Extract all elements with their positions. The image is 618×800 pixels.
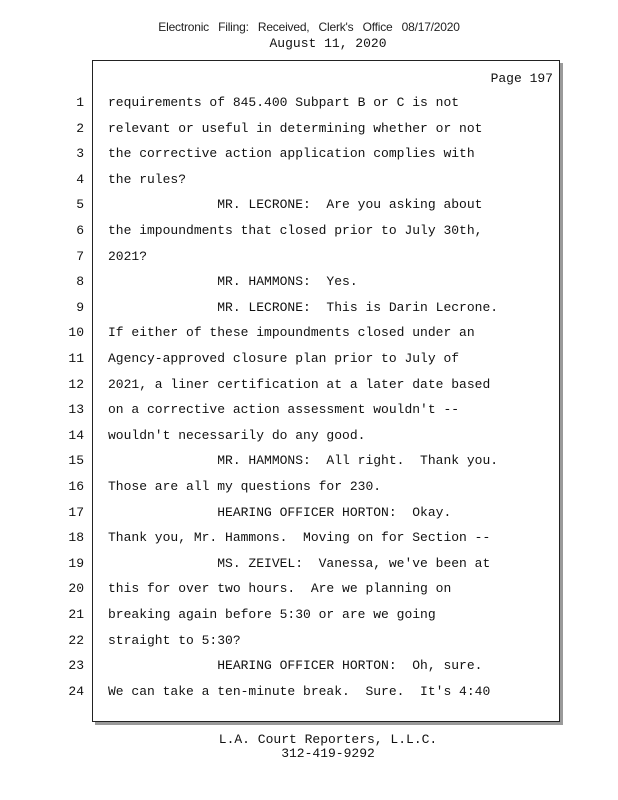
- transcript-line: If either of these impoundments closed under an: [108, 325, 475, 340]
- line-number: 21: [68, 607, 84, 622]
- transcript-line: the rules?: [108, 172, 187, 187]
- transcript-line: Those are all my questions for 230.: [108, 479, 382, 494]
- line-number: 9: [76, 300, 84, 315]
- transcript-line: breaking again before 5:30 or are we going: [108, 607, 436, 622]
- reporter-company: L.A. Court Reporters, L.L.C.: [218, 732, 438, 747]
- filing-stamp: Electronic Filing: Received, Clerk's Office 08/17/2020: [158, 20, 460, 34]
- transcript-date: August 11, 2020: [269, 36, 387, 51]
- transcript-line: the corrective action application complies with: [108, 146, 475, 161]
- reporter-phone: 312-419-9292: [281, 746, 375, 761]
- transcript-line: We can take a ten-minute break. Sure. It's 4:40: [108, 684, 491, 699]
- transcript-line: HEARING OFFICER HORTON: Oh, sure.: [108, 658, 483, 673]
- line-number: 8: [76, 274, 84, 289]
- transcript-line: MR. LECRONE: This is Darin Lecrone.: [108, 300, 499, 315]
- line-number: 24: [68, 684, 84, 699]
- transcript-line: MS. ZEIVEL: Vanessa, we've been at: [108, 556, 491, 571]
- line-number: 22: [68, 633, 84, 648]
- line-number: 18: [68, 530, 84, 545]
- line-number: 17: [68, 505, 84, 520]
- line-number: 13: [68, 402, 84, 417]
- line-number: 6: [76, 223, 84, 238]
- line-number: 1: [76, 95, 84, 110]
- line-number: 3: [76, 146, 84, 161]
- line-number: 2: [76, 121, 84, 136]
- footer: [0, 733, 618, 761]
- transcript-line: wouldn't necessarily do any good.: [108, 428, 366, 443]
- transcript-line: the impoundments that closed prior to July 30th,: [108, 223, 483, 238]
- line-number: 19: [68, 556, 84, 571]
- transcript-line: 2021?: [108, 249, 148, 264]
- transcript-line: MR. HAMMONS: Yes.: [108, 274, 358, 289]
- line-number: 10: [68, 325, 84, 340]
- transcript-line: 2021, a liner certification at a later date based: [108, 377, 491, 392]
- line-number: 16: [68, 479, 84, 494]
- transcript-line: MR. HAMMONS: All right. Thank you.: [108, 453, 499, 468]
- line-number: 15: [68, 453, 84, 468]
- line-number: 11: [68, 351, 84, 366]
- transcript-line: Agency-approved closure plan prior to July of: [108, 351, 460, 366]
- line-number: 14: [68, 428, 84, 443]
- line-number: 4: [76, 172, 84, 187]
- page-number: Page 197: [490, 71, 553, 86]
- transcript-line: relevant or useful in determining whether or not: [108, 121, 483, 136]
- line-number: 23: [68, 658, 84, 673]
- transcript-line: this for over two hours. Are we planning on: [108, 581, 452, 596]
- transcript-line: requirements of 845.400 Subpart B or C is not: [108, 95, 460, 110]
- line-number: 20: [68, 581, 84, 596]
- transcript-line: HEARING OFFICER HORTON: Okay.: [108, 505, 452, 520]
- line-number: 5: [76, 197, 84, 212]
- transcript-line: Thank you, Mr. Hammons. Moving on for Section --: [108, 530, 491, 545]
- line-number: 12: [68, 377, 84, 392]
- transcript-line: MR. LECRONE: Are you asking about: [108, 197, 483, 212]
- line-number: 7: [76, 249, 84, 264]
- transcript-line: on a corrective action assessment wouldn't --: [108, 402, 460, 417]
- transcript-line: straight to 5:30?: [108, 633, 241, 648]
